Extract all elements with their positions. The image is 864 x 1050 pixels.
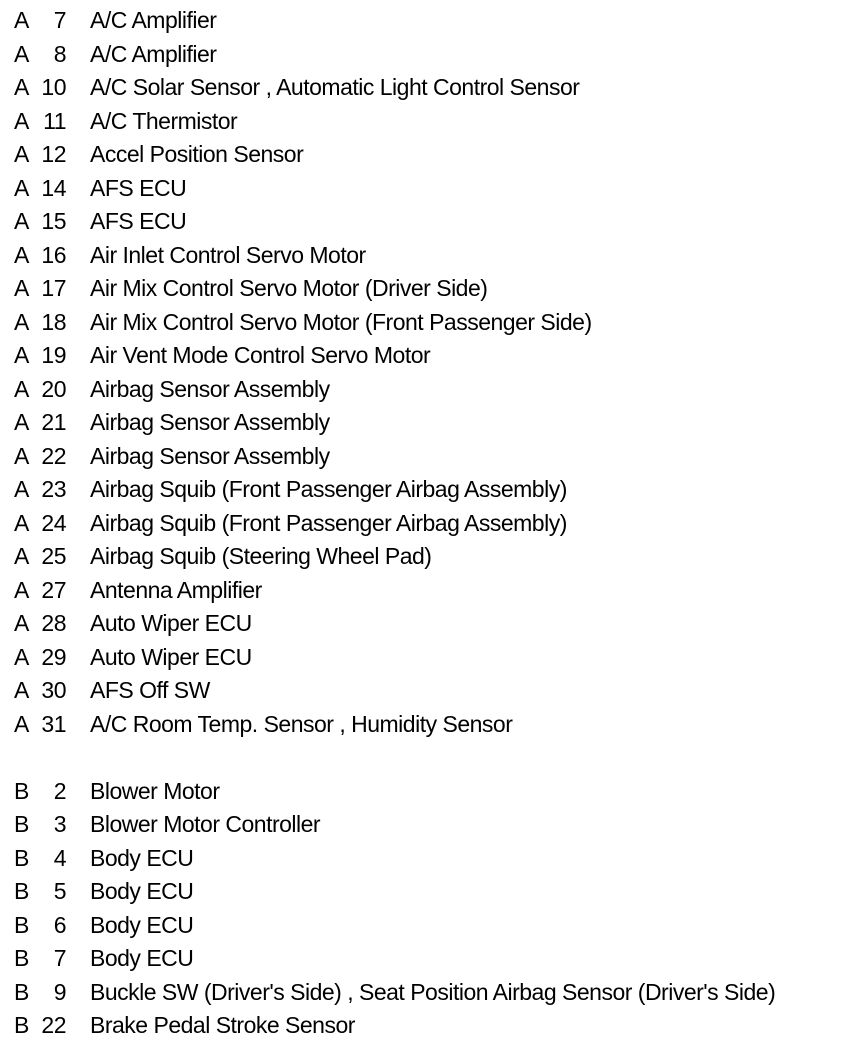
connector-letter: A <box>14 7 29 34</box>
connector-letter: A <box>14 543 29 570</box>
connector-part-name: Body ECU <box>90 878 194 905</box>
connector-number: 15 <box>41 208 66 235</box>
connector-number: 19 <box>41 342 66 369</box>
connector-letter: A <box>14 141 29 168</box>
connector-letter: A <box>14 476 29 503</box>
connector-row <box>0 574 864 608</box>
connector-row <box>0 641 864 675</box>
connector-letter: A <box>14 174 29 201</box>
connector-letter: B <box>14 978 29 1005</box>
connector-number: 18 <box>41 308 66 335</box>
connector-number: 3 <box>53 811 66 838</box>
connector-letter: B <box>14 945 29 972</box>
connector-letter: A <box>14 442 29 469</box>
connector-row <box>0 339 864 373</box>
connector-row <box>0 4 864 38</box>
connector-letter: A <box>14 342 29 369</box>
connector-number: 21 <box>41 409 66 436</box>
connector-number: 5 <box>53 878 66 905</box>
connector-letter: A <box>14 74 29 101</box>
connector-letter: A <box>14 610 29 637</box>
connector-row <box>0 808 864 842</box>
connector-part-name: Antenna Amplifier <box>90 576 262 603</box>
connector-number: 25 <box>41 543 66 570</box>
connector-row <box>0 205 864 239</box>
connector-row <box>0 775 864 809</box>
connector-letter: A <box>14 40 29 67</box>
connector-letter: A <box>14 375 29 402</box>
connector-part-name: Auto Wiper ECU <box>90 610 252 637</box>
connector-number: 10 <box>41 74 66 101</box>
connector-part-name: Air Mix Control Servo Motor (Front Passenger Side) <box>90 308 592 335</box>
connector-part-name: A/C Solar Sensor , Automatic Light Control Sensor <box>90 74 580 101</box>
connector-part-name: Air Mix Control Servo Motor (Driver Side) <box>90 275 488 302</box>
connector-row <box>0 440 864 474</box>
connector-row <box>0 71 864 105</box>
connector-number: 30 <box>41 677 66 704</box>
connector-row <box>0 105 864 139</box>
connector-row <box>0 406 864 440</box>
connector-row <box>0 507 864 541</box>
connector-part-name: Accel Position Sensor <box>90 141 304 168</box>
connector-letter: A <box>14 677 29 704</box>
connector-part-name: Airbag Squib (Front Passenger Airbag Assembly) <box>90 509 567 536</box>
connector-part-name: AFS Off SW <box>90 677 210 704</box>
connector-row <box>0 138 864 172</box>
connector-number: 28 <box>41 610 66 637</box>
connector-part-name: A/C Thermistor <box>90 107 238 134</box>
connector-row <box>0 708 864 742</box>
connector-row <box>0 38 864 72</box>
connector-part-name: Blower Motor Controller <box>90 811 321 838</box>
connector-letter: B <box>14 1012 29 1039</box>
connector-part-name: Air Inlet Control Servo Motor <box>90 241 366 268</box>
connector-number: 16 <box>41 241 66 268</box>
connector-row <box>0 875 864 909</box>
connector-number: 27 <box>41 576 66 603</box>
connector-part-name: Brake Pedal Stroke Sensor <box>90 1012 355 1039</box>
connector-row <box>0 942 864 976</box>
connector-number: 22 <box>41 1012 66 1039</box>
connector-number: 7 <box>53 945 66 972</box>
connector-row <box>0 842 864 876</box>
connector-number: 31 <box>41 710 66 737</box>
connector-part-name: Buckle SW (Driver's Side) , Seat Position Airbag Sensor (Driver's Side) <box>90 978 776 1005</box>
connector-part-name: A/C Room Temp. Sensor , Humidity Sensor <box>90 710 513 737</box>
connector-letter: A <box>14 107 29 134</box>
connector-number: 22 <box>41 442 66 469</box>
connector-number: 9 <box>53 978 66 1005</box>
connector-letter: B <box>14 844 29 871</box>
connector-letter: A <box>14 241 29 268</box>
connector-list <box>0 4 864 1043</box>
connector-part-name: AFS ECU <box>90 174 187 201</box>
connector-part-name: Auto Wiper ECU <box>90 643 252 670</box>
connector-letter: B <box>14 878 29 905</box>
connector-number: 2 <box>53 777 66 804</box>
connector-row <box>0 540 864 574</box>
connector-row <box>0 674 864 708</box>
connector-number: 8 <box>53 40 66 67</box>
connector-part-name: Blower Motor <box>90 777 220 804</box>
connector-part-name: Airbag Squib (Steering Wheel Pad) <box>90 543 432 570</box>
connector-row <box>0 306 864 340</box>
connector-part-name: Airbag Sensor Assembly <box>90 409 330 436</box>
connector-part-name: Body ECU <box>90 911 194 938</box>
connector-row <box>0 272 864 306</box>
connector-number: 23 <box>41 476 66 503</box>
connector-row <box>0 373 864 407</box>
connector-row <box>0 607 864 641</box>
connector-letter: A <box>14 308 29 335</box>
connector-part-name: AFS ECU <box>90 208 187 235</box>
connector-number: 24 <box>41 509 66 536</box>
connector-letter: B <box>14 811 29 838</box>
connector-part-name: Airbag Sensor Assembly <box>90 375 330 402</box>
connector-row <box>0 909 864 943</box>
connector-part-name: Airbag Sensor Assembly <box>90 442 330 469</box>
connector-number: 12 <box>41 141 66 168</box>
connector-part-name: Body ECU <box>90 945 194 972</box>
connector-row <box>0 172 864 206</box>
connector-letter: A <box>14 710 29 737</box>
connector-part-name: Body ECU <box>90 844 194 871</box>
connector-row <box>0 239 864 273</box>
connector-letter: A <box>14 509 29 536</box>
connector-row <box>0 473 864 507</box>
connector-letter: B <box>14 911 29 938</box>
connector-part-name: Airbag Squib (Front Passenger Airbag Assembly) <box>90 476 567 503</box>
connector-letter: A <box>14 275 29 302</box>
connector-row <box>0 976 864 1010</box>
connector-number: 17 <box>41 275 66 302</box>
connector-number: 14 <box>41 174 66 201</box>
connector-letter: A <box>14 643 29 670</box>
connector-number: 29 <box>41 643 66 670</box>
connector-letter: A <box>14 208 29 235</box>
connector-number: 11 <box>43 107 66 134</box>
connector-number: 7 <box>53 7 66 34</box>
connector-letter: A <box>14 576 29 603</box>
connector-letter: B <box>14 777 29 804</box>
connector-number: 4 <box>53 844 66 871</box>
connector-part-name: A/C Amplifier <box>90 7 217 34</box>
connector-group <box>0 4 864 741</box>
connector-letter: A <box>14 409 29 436</box>
connector-row <box>0 1009 864 1043</box>
connector-number: 6 <box>53 911 66 938</box>
connector-number: 20 <box>41 375 66 402</box>
connector-group <box>0 775 864 1043</box>
connector-part-name: A/C Amplifier <box>90 40 217 67</box>
connector-part-name: Air Vent Mode Control Servo Motor <box>90 342 431 369</box>
